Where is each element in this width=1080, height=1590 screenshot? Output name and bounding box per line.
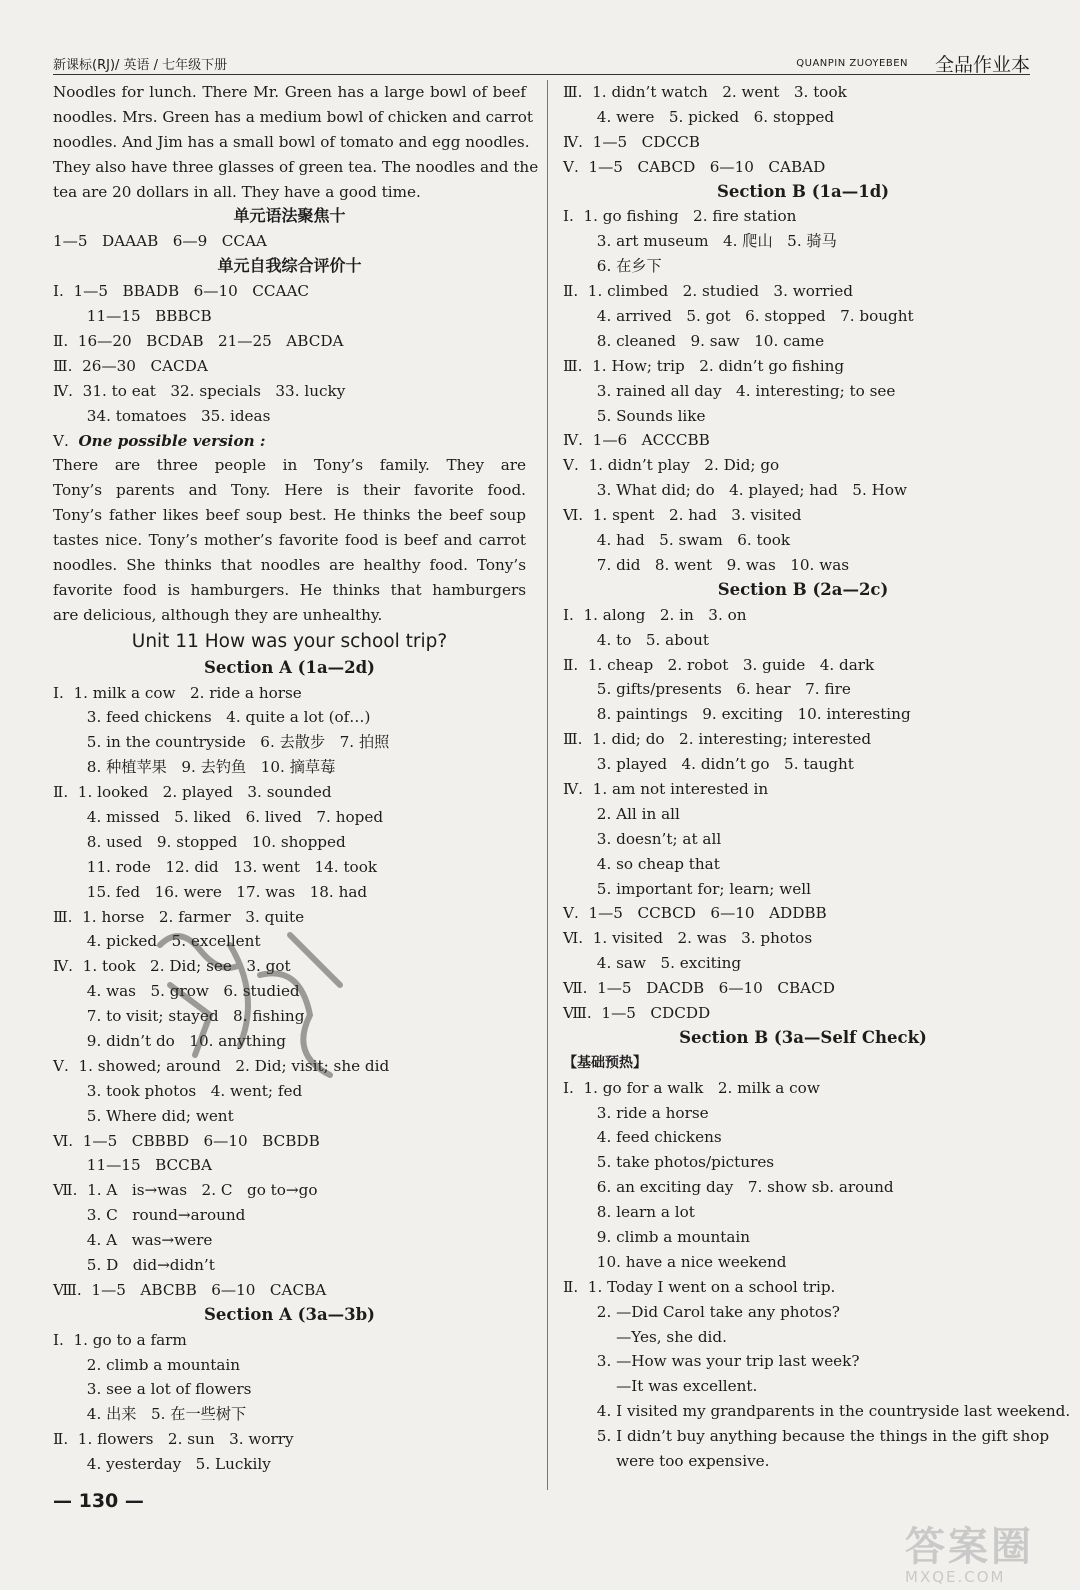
answer-line: Ⅴ. 1. showed; around 2. Did; visit; she did (53, 1056, 390, 1075)
answer-line: 3. see a lot of flowers (53, 1380, 252, 1399)
answer-line: 5. Where did; went (53, 1106, 234, 1125)
section-title: Section B (2a—2c) (717, 579, 889, 599)
answer-line: Ⅷ. 1—5 CDCDD (563, 1003, 711, 1022)
essay-line: favorite food is hamburgers. He thinks that hamburgers (53, 580, 526, 599)
answer-line: 4. saw 5. exciting (563, 954, 742, 973)
answer-line: 11—15 BCCBA (53, 1156, 212, 1175)
answer-line: Ⅱ. 1. Today I went on a school trip. (563, 1277, 836, 1296)
answer-line: Ⅲ. 1. horse 2. farmer 3. quite (53, 907, 305, 926)
answer-line: Ⅳ. 31. to eat 32. specials 33. lucky (53, 381, 346, 400)
answer-line: Ⅰ. 1. go to a farm (53, 1330, 187, 1349)
answer-line: —Yes, she did. (563, 1327, 727, 1346)
answer-line: 1—5 DAAAB 6—9 CCAA (53, 232, 267, 251)
answer-line: 4. picked 5. excellent (53, 932, 261, 951)
section-title: Section A (1a—2d) (204, 657, 375, 677)
answer-line: 3. rained all day 4. interesting; to see (563, 381, 896, 400)
watermark-url: MXQE.COM (905, 1568, 1006, 1586)
answer-line: —It was excellent. (563, 1377, 758, 1396)
answer-line: 6. 在乡下 (563, 257, 662, 276)
answer-line: 3. art museum 4. 爬山 5. 骑马 (563, 232, 837, 251)
answer-line: 3. doesn’t; at all (563, 829, 722, 848)
answer-line: Ⅴ. 1—5 CABCD 6—10 CABAD (563, 157, 826, 176)
answer-line: Ⅰ. 1. go for a walk 2. milk a cow (563, 1078, 820, 1097)
column-divider (547, 80, 548, 1490)
passage-line: noodles. And Jim has a small bowl of tomato and egg noodles. (53, 132, 530, 151)
answer-line: Ⅱ. 1. flowers 2. sun 3. worry (53, 1430, 294, 1449)
answer-line: Ⅳ. 1—5 CDCCB (563, 132, 700, 151)
answer-line (53, 429, 526, 454)
version-label: One possible version : (78, 431, 266, 450)
subsection-label: 【基础预热】 (563, 1054, 647, 1071)
passage-line: They also have three glasses of green tea. The noodles and the (53, 157, 539, 176)
answer-line: 15. fed 16. were 17. was 18. had (53, 882, 368, 901)
answer-line: 10. have a nice weekend (563, 1252, 787, 1271)
answer-line: 8. cleaned 9. saw 10. came (563, 331, 825, 350)
section-title: 单元自我综合评价十 (217, 256, 362, 276)
passage-line: tea are 20 dollars in all. They have a good time. (53, 182, 421, 201)
answer-line: 3. C round→around (53, 1206, 246, 1225)
brand-name: 全品作业本 (934, 54, 1030, 76)
answer-line: Ⅲ. 1. How; trip 2. didn’t go fishing (563, 356, 845, 375)
passage-line: Noodles for lunch. There Mr. Green has a large bowl of beef (53, 83, 526, 101)
answer-line: 4. had 5. swam 6. took (563, 531, 791, 550)
answer-line: Ⅲ. 26—30 CACDA (53, 356, 208, 375)
answer-line: 11—15 BBBCB (53, 307, 212, 326)
answer-line: Ⅰ. 1—5 BBADB 6—10 CCAAC (53, 282, 310, 301)
answer-line: 5. in the countryside 6. 去散步 7. 拍照 (53, 733, 390, 752)
answer-line: 5. I didn’t buy anything because the things in the gift shop (563, 1427, 1050, 1446)
answer-line: Ⅲ. 1. didn’t watch 2. went 3. took (563, 83, 847, 101)
answer-line: 7. to visit; stayed 8. fishing (53, 1007, 305, 1026)
answer-line: 3. ride a horse (563, 1103, 709, 1122)
answer-line: Ⅴ. 1—5 CCBCD 6—10 ADDBB (563, 904, 827, 923)
answer-line: Ⅵ. 1—5 CBBBD 6—10 BCBDB (53, 1131, 320, 1150)
answer-line: 4. were 5. picked 6. stopped (563, 107, 835, 126)
answer-line: Ⅱ. 1. cheap 2. robot 3. guide 4. dark (563, 655, 875, 674)
answer-line: 8. paintings 9. exciting 10. interesting (563, 705, 911, 724)
answer-line: 4. yesterday 5. Luckily (53, 1455, 271, 1474)
answer-line: 3. —How was your trip last week? (563, 1352, 860, 1371)
watermark-logo (905, 1515, 1055, 1586)
essay-line: Tony’s parents and Tony. Here is their favorite food. (53, 481, 526, 500)
answer-line: 4. A was→were (53, 1231, 213, 1250)
page-number: — 130 — (53, 1490, 144, 1512)
answer-line: Ⅵ. 1. spent 2. had 3. visited (563, 506, 802, 525)
answer-line: 8. learn a lot (563, 1203, 695, 1222)
section-title: 单元语法聚焦十 (233, 206, 346, 226)
answer-line: 4. missed 5. liked 6. lived 7. hoped (53, 807, 384, 826)
answer-line: 2. All in all (563, 804, 680, 823)
answer-line: 3. took photos 4. went; fed (53, 1081, 303, 1100)
answer-line: 3. What did; do 4. played; had 5. How (563, 481, 908, 500)
answer-line: Ⅱ. 16—20 BCDAB 21—25 ABCDA (53, 331, 344, 350)
answer-line: 5. take photos/pictures (563, 1153, 775, 1172)
essay-line: are delicious, although they are unhealthy. (53, 605, 383, 624)
answer-line: 5. Sounds like (563, 406, 706, 425)
answer-line: 5. D did→didn’t (53, 1256, 215, 1275)
answer-line: 9. didn’t do 10. anything (53, 1032, 286, 1050)
answer-line: Ⅰ. 1. milk a cow 2. ride a horse (53, 683, 302, 702)
roman-numeral: Ⅴ. (53, 431, 79, 450)
essay-line: tastes nice. Tony’s mother’s favorite food is beef and carrot (53, 531, 526, 550)
section-title: Section A (3a—3b) (204, 1304, 375, 1324)
passage-line: noodles. Mrs. Green has a medium bowl of chicken and carrot (53, 107, 533, 126)
answer-line: Ⅱ. 1. looked 2. played 3. sounded (53, 783, 332, 802)
answer-line: 4. to 5. about (563, 630, 709, 649)
answer-line: 7. did 8. went 9. was 10. was (563, 555, 850, 574)
answer-line: 5. gifts/presents 6. hear 7. fire (563, 680, 851, 699)
answer-line: Ⅳ. 1. took 2. Did; see 3. got (53, 957, 291, 976)
answer-line: Ⅲ. 1. did; do 2. interesting; interested (563, 730, 872, 749)
answer-line: Ⅶ. 1—5 DACDB 6—10 CBACD (563, 979, 835, 998)
answer-line: Ⅰ. 1. along 2. in 3. on (563, 605, 747, 624)
answer-line: Ⅰ. 1. go fishing 2. fire station (563, 207, 797, 226)
answer-line: 2. —Did Carol take any photos? (563, 1302, 840, 1321)
answer-line: 5. important for; learn; well (563, 879, 811, 898)
answer-line: Ⅳ. 1—6 ACCCBB (563, 431, 710, 450)
answer-line: 6. an exciting day 7. show sb. around (563, 1178, 894, 1197)
brand-pinyin: QUANPIN ZUOYEBEN (796, 58, 908, 69)
answer-line: 8. 种植苹果 9. 去钓鱼 10. 摘草莓 (53, 758, 336, 777)
section-title: Section B (3a—Self Check) (679, 1027, 927, 1047)
page-header (53, 50, 1030, 75)
answer-line: 3. played 4. didn’t go 5. taught (563, 755, 854, 774)
answer-line: 9. climb a mountain (563, 1228, 751, 1247)
answer-line: Ⅵ. 1. visited 2. was 3. photos (563, 929, 813, 948)
answer-line: Ⅶ. 1. A is→was 2. C go to→go (53, 1181, 318, 1200)
answer-line: 4. arrived 5. got 6. stopped 7. bought (563, 307, 914, 326)
answer-line: Ⅴ. 1. didn’t play 2. Did; go (563, 456, 780, 475)
answer-line: 4. was 5. grow 6. studied (53, 982, 300, 1001)
section-title: Section B (1a—1d) (716, 181, 890, 201)
answer-line: 2. climb a mountain (53, 1355, 241, 1374)
answer-line: Ⅷ. 1—5 ABCBB 6—10 CACBA (53, 1280, 327, 1299)
essay-line: noodles. She thinks that noodles are healthy food. Tony’s (53, 555, 526, 574)
answer-line: were too expensive. (563, 1452, 770, 1471)
book-info: 新课标(RJ)/ 英语 / 七年级下册 (53, 58, 228, 73)
unit-title: Unit 11 How was your school trip? (131, 630, 448, 652)
left-column (53, 80, 539, 1477)
answer-line: 34. tomatoes 35. ideas (53, 406, 271, 425)
essay-line: There are three people in Tony’s family. They are (53, 456, 526, 475)
answer-line: 4. so cheap that (563, 854, 720, 873)
watermark-text: 答案圈 (905, 1524, 1034, 1570)
answer-line: Ⅳ. 1. am not interested in (563, 779, 769, 798)
answer-line: Ⅱ. 1. climbed 2. studied 3. worried (563, 282, 853, 301)
answer-line: 4. I visited my grandparents in the countryside last weekend. (563, 1402, 1071, 1421)
answer-line: 4. 出来 5. 在一些树下 (53, 1405, 247, 1424)
right-column (563, 80, 1071, 1474)
answer-line: 4. feed chickens (563, 1128, 722, 1147)
answer-line: 8. used 9. stopped 10. shopped (53, 832, 346, 851)
essay-line: Tony’s father likes beef soup best. He thinks the beef soup (53, 506, 526, 525)
answer-line: 3. feed chickens 4. quite a lot (of…) (53, 708, 371, 727)
answer-line: 11. rode 12. did 13. went 14. took (53, 857, 378, 876)
